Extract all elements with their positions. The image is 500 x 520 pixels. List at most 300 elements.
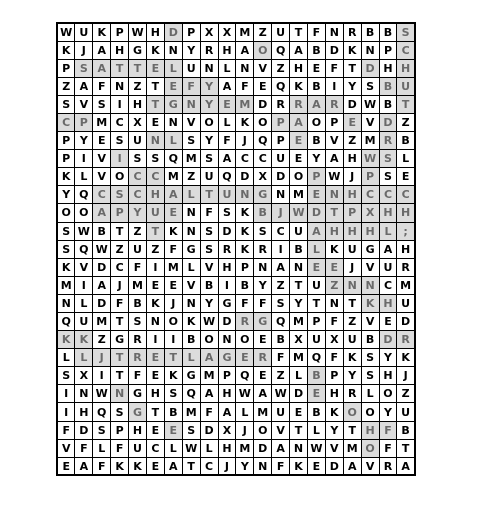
grid-cell[interactable]: U [129,439,147,457]
grid-cell[interactable]: Y [379,403,397,421]
grid-cell[interactable]: J [236,132,254,150]
grid-cell[interactable]: T [397,95,415,113]
grid-cell[interactable]: H [343,186,361,204]
grid-cell[interactable]: J [397,367,415,385]
grid-cell[interactable]: F [379,421,397,439]
grid-cell[interactable]: P [272,132,290,150]
grid-cell[interactable]: H [325,385,343,403]
grid-cell[interactable]: W [272,385,290,403]
grid-cell[interactable]: M [236,439,254,457]
grid-cell[interactable]: C [361,186,379,204]
grid-cell[interactable]: S [397,23,415,41]
grid-cell[interactable]: B [361,331,379,349]
grid-cell[interactable]: O [236,331,254,349]
grid-cell[interactable]: I [218,276,236,294]
grid-cell[interactable]: Q [272,77,290,95]
grid-cell[interactable]: Q [307,349,325,367]
grid-cell[interactable]: U [218,186,236,204]
grid-cell[interactable]: E [164,77,182,95]
grid-cell[interactable]: Z [397,385,415,403]
grid-cell[interactable]: X [325,331,343,349]
grid-cell[interactable]: X [129,113,147,131]
grid-cell[interactable]: F [129,367,147,385]
grid-cell[interactable]: S [111,186,129,204]
grid-cell[interactable]: E [146,349,164,367]
grid-cell[interactable]: V [254,59,272,77]
grid-cell[interactable]: V [75,95,93,113]
grid-cell[interactable]: E [164,204,182,222]
grid-cell[interactable]: W [182,439,200,457]
grid-cell[interactable]: E [146,276,164,294]
grid-cell[interactable]: B [307,41,325,59]
grid-cell[interactable]: B [307,403,325,421]
grid-cell[interactable]: S [272,294,290,312]
grid-cell[interactable]: U [272,23,290,41]
grid-cell[interactable]: F [200,204,218,222]
grid-cell[interactable]: D [272,168,290,186]
grid-cell[interactable]: L [75,168,93,186]
grid-cell[interactable]: H [218,258,236,276]
grid-cell[interactable]: U [182,59,200,77]
grid-cell[interactable]: Q [164,150,182,168]
grid-cell[interactable]: U [146,204,164,222]
grid-cell[interactable]: C [146,439,164,457]
grid-cell[interactable]: S [200,222,218,240]
grid-cell[interactable]: E [307,186,325,204]
grid-cell[interactable]: K [236,222,254,240]
grid-cell[interactable]: D [325,457,343,475]
grid-cell[interactable]: W [200,313,218,331]
grid-cell[interactable]: K [236,240,254,258]
grid-cell[interactable]: U [343,331,361,349]
grid-cell[interactable]: X [290,331,308,349]
grid-cell[interactable]: P [57,132,75,150]
grid-cell[interactable]: F [379,439,397,457]
grid-cell[interactable]: S [57,222,75,240]
grid-cell[interactable]: H [379,204,397,222]
grid-cell[interactable]: L [182,186,200,204]
grid-cell[interactable]: L [236,403,254,421]
grid-cell[interactable]: B [379,23,397,41]
grid-cell[interactable]: K [164,367,182,385]
grid-cell[interactable]: S [200,150,218,168]
grid-cell[interactable]: A [93,204,111,222]
grid-cell[interactable]: Z [343,132,361,150]
grid-cell[interactable]: O [361,439,379,457]
grid-cell[interactable]: L [361,385,379,403]
grid-cell[interactable]: T [397,439,415,457]
grid-cell[interactable]: K [361,294,379,312]
grid-cell[interactable]: K [93,23,111,41]
grid-cell[interactable]: H [111,41,129,59]
grid-cell[interactable]: T [343,59,361,77]
grid-cell[interactable]: X [200,23,218,41]
grid-cell[interactable]: L [379,222,397,240]
grid-cell[interactable]: N [164,113,182,131]
grid-cell[interactable]: D [164,23,182,41]
grid-cell[interactable]: N [146,313,164,331]
grid-cell[interactable]: S [379,168,397,186]
grid-cell[interactable]: I [111,150,129,168]
grid-cell[interactable]: G [111,331,129,349]
grid-cell[interactable]: A [343,457,361,475]
grid-cell[interactable]: P [182,23,200,41]
grid-cell[interactable]: N [361,276,379,294]
grid-cell[interactable]: V [361,313,379,331]
grid-cell[interactable]: K [236,204,254,222]
grid-cell[interactable]: C [379,276,397,294]
grid-cell[interactable]: B [307,77,325,95]
grid-cell[interactable]: R [343,23,361,41]
grid-cell[interactable]: I [325,77,343,95]
grid-cell[interactable]: H [397,240,415,258]
grid-cell[interactable]: N [164,41,182,59]
grid-cell[interactable]: T [146,95,164,113]
grid-cell[interactable]: T [182,457,200,475]
grid-cell[interactable]: C [397,186,415,204]
grid-cell[interactable]: R [129,349,147,367]
grid-cell[interactable]: K [146,294,164,312]
grid-cell[interactable]: Q [272,313,290,331]
grid-cell[interactable]: K [164,222,182,240]
grid-cell[interactable]: N [254,258,272,276]
grid-cell[interactable]: V [361,457,379,475]
grid-cell[interactable]: B [272,331,290,349]
grid-cell[interactable]: U [75,313,93,331]
grid-cell[interactable]: D [75,421,93,439]
grid-cell[interactable]: L [182,349,200,367]
grid-cell[interactable]: K [325,240,343,258]
grid-cell[interactable]: P [111,23,129,41]
grid-cell[interactable]: N [272,186,290,204]
grid-cell[interactable]: V [93,150,111,168]
grid-cell[interactable]: K [343,349,361,367]
grid-cell[interactable]: H [129,421,147,439]
grid-cell[interactable]: U [200,168,218,186]
grid-cell[interactable]: N [236,59,254,77]
grid-cell[interactable]: C [111,258,129,276]
grid-cell[interactable]: H [218,41,236,59]
grid-cell[interactable]: H [379,59,397,77]
grid-cell[interactable]: O [343,403,361,421]
grid-cell[interactable]: M [236,95,254,113]
grid-cell[interactable]: D [343,95,361,113]
grid-cell[interactable]: S [93,421,111,439]
grid-cell[interactable]: L [75,294,93,312]
grid-cell[interactable]: D [93,294,111,312]
grid-cell[interactable]: M [93,313,111,331]
grid-cell[interactable]: M [93,113,111,131]
grid-cell[interactable]: V [75,258,93,276]
grid-cell[interactable]: E [343,113,361,131]
grid-cell[interactable]: G [182,367,200,385]
grid-cell[interactable]: Z [272,367,290,385]
grid-cell[interactable]: M [182,403,200,421]
grid-cell[interactable]: S [361,349,379,367]
grid-cell[interactable]: T [343,421,361,439]
grid-cell[interactable]: A [325,150,343,168]
grid-cell[interactable]: B [307,367,325,385]
grid-cell[interactable]: B [307,132,325,150]
grid-cell[interactable]: C [129,186,147,204]
grid-cell[interactable]: Y [57,186,75,204]
grid-cell[interactable]: M [290,186,308,204]
grid-cell[interactable]: V [272,421,290,439]
grid-cell[interactable]: M [397,276,415,294]
grid-cell[interactable]: I [93,367,111,385]
grid-cell[interactable]: E [164,421,182,439]
grid-cell[interactable]: E [254,77,272,95]
grid-cell[interactable]: Q [236,367,254,385]
grid-cell[interactable]: Q [182,385,200,403]
grid-cell[interactable]: L [218,59,236,77]
grid-cell[interactable]: Q [75,240,93,258]
grid-cell[interactable]: M [236,23,254,41]
grid-cell[interactable]: B [182,331,200,349]
grid-cell[interactable]: K [129,457,147,475]
grid-cell[interactable]: N [182,204,200,222]
grid-cell[interactable]: G [361,240,379,258]
grid-cell[interactable]: B [361,23,379,41]
grid-cell[interactable]: L [164,132,182,150]
grid-cell[interactable]: A [272,258,290,276]
grid-cell[interactable]: I [146,258,164,276]
grid-cell[interactable]: H [397,59,415,77]
grid-cell[interactable]: Q [93,403,111,421]
grid-cell[interactable]: A [290,113,308,131]
grid-cell[interactable]: Y [307,150,325,168]
grid-cell[interactable]: H [325,222,343,240]
grid-cell[interactable]: U [397,77,415,95]
grid-cell[interactable]: N [200,59,218,77]
grid-cell[interactable]: E [146,113,164,131]
grid-cell[interactable]: A [272,439,290,457]
grid-cell[interactable]: W [93,240,111,258]
grid-cell[interactable]: D [379,331,397,349]
grid-cell[interactable]: H [129,95,147,113]
grid-cell[interactable]: G [129,385,147,403]
grid-cell[interactable]: F [200,403,218,421]
grid-cell[interactable]: E [290,150,308,168]
grid-cell[interactable]: A [307,222,325,240]
grid-cell[interactable]: K [75,331,93,349]
grid-cell[interactable]: L [307,421,325,439]
grid-cell[interactable]: W [325,168,343,186]
grid-cell[interactable]: J [111,276,129,294]
grid-cell[interactable]: R [290,95,308,113]
grid-cell[interactable]: N [111,77,129,95]
grid-cell[interactable]: R [379,457,397,475]
grid-cell[interactable]: F [93,457,111,475]
grid-cell[interactable]: U [290,222,308,240]
grid-cell[interactable]: O [290,168,308,186]
grid-cell[interactable]: Y [75,132,93,150]
grid-cell[interactable]: R [343,385,361,403]
grid-cell[interactable]: E [254,367,272,385]
grid-cell[interactable]: W [307,439,325,457]
grid-cell[interactable]: H [397,204,415,222]
grid-cell[interactable]: N [75,385,93,403]
grid-cell[interactable]: C [397,41,415,59]
grid-cell[interactable]: T [111,222,129,240]
grid-cell[interactable]: D [236,168,254,186]
grid-cell[interactable]: L [164,439,182,457]
grid-cell[interactable]: V [361,258,379,276]
grid-cell[interactable]: H [146,23,164,41]
grid-cell[interactable]: U [129,132,147,150]
grid-cell[interactable]: L [218,113,236,131]
grid-cell[interactable]: C [200,457,218,475]
grid-cell[interactable]: B [93,222,111,240]
grid-cell[interactable]: V [325,132,343,150]
grid-cell[interactable]: P [57,59,75,77]
grid-cell[interactable]: P [57,150,75,168]
grid-cell[interactable]: W [361,95,379,113]
grid-cell[interactable]: Z [343,313,361,331]
grid-cell[interactable]: S [75,59,93,77]
grid-cell[interactable]: S [218,204,236,222]
grid-cell[interactable]: R [397,331,415,349]
grid-cell[interactable]: T [325,204,343,222]
grid-cell[interactable]: U [272,403,290,421]
grid-cell[interactable]: I [57,403,75,421]
grid-cell[interactable]: W [236,385,254,403]
grid-cell[interactable]: P [379,41,397,59]
grid-cell[interactable]: B [397,421,415,439]
grid-cell[interactable]: Q [218,168,236,186]
grid-cell[interactable]: E [290,132,308,150]
grid-cell[interactable]: K [325,403,343,421]
grid-cell[interactable]: L [93,439,111,457]
grid-cell[interactable]: A [200,385,218,403]
grid-cell[interactable]: E [146,421,164,439]
grid-cell[interactable]: H [218,439,236,457]
grid-cell[interactable]: E [307,385,325,403]
grid-cell[interactable]: K [57,41,75,59]
grid-cell[interactable]: G [164,95,182,113]
grid-cell[interactable]: Z [146,240,164,258]
grid-cell[interactable]: D [361,59,379,77]
grid-cell[interactable]: C [272,222,290,240]
grid-cell[interactable]: F [129,258,147,276]
grid-cell[interactable]: Q [75,186,93,204]
grid-cell[interactable]: L [182,258,200,276]
grid-cell[interactable]: Q [57,313,75,331]
grid-cell[interactable]: A [218,77,236,95]
grid-cell[interactable]: K [236,113,254,131]
grid-cell[interactable]: F [75,439,93,457]
grid-cell[interactable]: D [218,222,236,240]
grid-cell[interactable]: T [307,294,325,312]
grid-cell[interactable]: Z [397,113,415,131]
grid-cell[interactable]: H [290,59,308,77]
grid-cell[interactable]: F [325,313,343,331]
grid-cell[interactable]: P [236,258,254,276]
grid-cell[interactable]: E [146,59,164,77]
grid-cell[interactable]: C [129,168,147,186]
grid-cell[interactable]: D [254,95,272,113]
grid-cell[interactable]: V [182,276,200,294]
grid-cell[interactable]: L [200,439,218,457]
grid-cell[interactable]: R [236,313,254,331]
grid-cell[interactable]: F [236,294,254,312]
grid-cell[interactable]: R [272,95,290,113]
grid-cell[interactable]: N [218,331,236,349]
grid-cell[interactable]: C [146,168,164,186]
grid-cell[interactable]: G [182,240,200,258]
grid-cell[interactable]: U [75,23,93,41]
grid-cell[interactable]: M [129,276,147,294]
grid-cell[interactable]: Z [129,77,147,95]
grid-cell[interactable]: V [93,168,111,186]
grid-cell[interactable]: J [343,168,361,186]
grid-cell[interactable]: Z [111,240,129,258]
grid-cell[interactable]: R [379,132,397,150]
grid-cell[interactable]: B [254,204,272,222]
grid-cell[interactable]: Y [254,276,272,294]
grid-cell[interactable]: H [218,385,236,403]
grid-cell[interactable]: F [164,240,182,258]
grid-cell[interactable]: P [111,421,129,439]
grid-cell[interactable]: T [290,23,308,41]
grid-cell[interactable]: B [397,132,415,150]
grid-cell[interactable]: S [57,367,75,385]
grid-cell[interactable]: F [57,421,75,439]
grid-cell[interactable]: O [57,204,75,222]
grid-cell[interactable]: O [75,204,93,222]
grid-cell[interactable]: P [343,204,361,222]
grid-cell[interactable]: Y [200,132,218,150]
grid-cell[interactable]: D [397,313,415,331]
grid-cell[interactable]: W [290,204,308,222]
grid-cell[interactable]: Y [379,349,397,367]
grid-cell[interactable]: T [111,349,129,367]
grid-cell[interactable]: M [290,349,308,367]
grid-cell[interactable]: P [272,113,290,131]
grid-cell[interactable]: A [93,59,111,77]
grid-cell[interactable]: G [129,403,147,421]
grid-cell[interactable]: N [111,385,129,403]
grid-cell[interactable]: V [325,439,343,457]
grid-cell[interactable]: E [290,403,308,421]
grid-cell[interactable]: I [111,95,129,113]
grid-cell[interactable]: J [343,258,361,276]
grid-cell[interactable]: N [290,439,308,457]
grid-cell[interactable]: X [75,367,93,385]
grid-cell[interactable]: A [236,41,254,59]
grid-cell[interactable]: N [182,222,200,240]
grid-cell[interactable]: K [57,331,75,349]
grid-cell[interactable]: Y [200,77,218,95]
grid-cell[interactable]: R [397,258,415,276]
grid-cell[interactable]: S [361,367,379,385]
grid-cell[interactable]: F [272,349,290,367]
grid-cell[interactable]: U [379,258,397,276]
grid-cell[interactable]: N [325,23,343,41]
grid-cell[interactable]: L [164,59,182,77]
grid-cell[interactable]: R [129,331,147,349]
grid-cell[interactable]: X [361,204,379,222]
grid-cell[interactable]: H [146,186,164,204]
grid-cell[interactable]: T [111,313,129,331]
grid-cell[interactable]: H [379,367,397,385]
grid-cell[interactable]: B [379,77,397,95]
grid-cell[interactable]: Y [325,421,343,439]
grid-cell[interactable]: U [343,240,361,258]
grid-cell[interactable]: B [236,276,254,294]
grid-cell[interactable]: A [75,77,93,95]
grid-cell[interactable]: Y [200,294,218,312]
